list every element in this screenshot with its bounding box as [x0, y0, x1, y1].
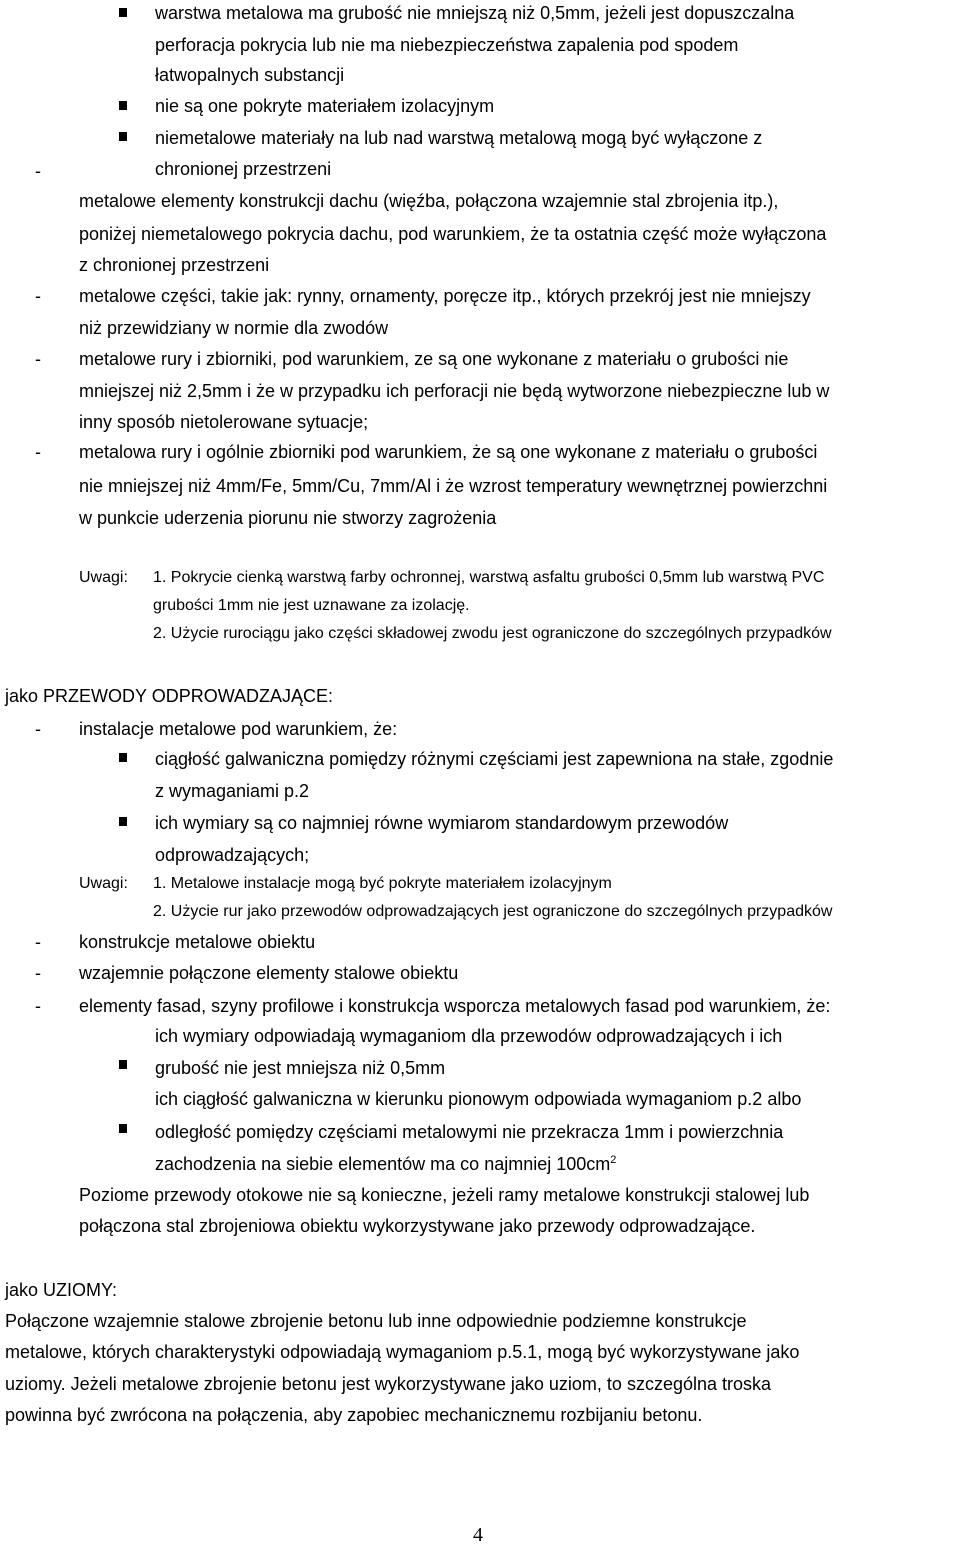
note-label: Uwagi:: [79, 875, 128, 892]
square-bullet-icon: [119, 8, 127, 17]
bullet-text: łatwopalnych substancji: [155, 65, 345, 85]
dash-item-text: elementy fasad, szyny profilowe i konstrukcja wsporcza metalowych fasad pod warunkiem, że:: [79, 996, 831, 1016]
bullet-text: zachodzenia na siebie elementów ma co najmniej 100cm: [155, 1154, 611, 1174]
bullet-text: odprowadzających;: [155, 845, 310, 865]
bullet-text: warstwa metalowa ma grubość nie mniejszą niż 0,5mm, jeżeli jest dopuszczalna: [155, 3, 795, 23]
dash-item-text: metalowe rury i zbiorniki, pod warunkiem, ze są one wykonane z materiału o grubości nie: [79, 349, 789, 369]
dash-item-text: konstrukcje metalowe obiektu: [79, 932, 316, 952]
square-bullet-icon: [119, 817, 127, 826]
dash-marker: -: [35, 996, 41, 1016]
dash-item-text: w punkcie uderzenia piorunu nie stworzy zagrożenia: [79, 508, 497, 528]
section-heading: jako PRZEWODY ODPROWADZAJĄCE:: [5, 686, 334, 706]
dash-item-text: niż przewidziany w normie dla zwodów: [79, 318, 389, 338]
note-text: 2. Użycie rur jako przewodów odprowadzających jest ograniczone do szczególnych przypadków: [153, 903, 833, 920]
square-bullet-icon: [119, 132, 127, 141]
square-bullet-icon: [119, 101, 127, 110]
dash-marker: -: [35, 963, 41, 983]
dash-marker: -: [35, 349, 41, 369]
dash-item-text: inny sposób nietolerowane sytuacje;: [79, 412, 369, 432]
dash-marker: -: [35, 719, 41, 739]
dash-item-text: metalowe elementy konstrukcji dachu (więźba, połączona wzajemnie stal zbrojenia itp.),: [79, 191, 779, 211]
bullet-text-with-superscript: [155, 1153, 616, 1175]
paragraph-line: powinna być zwrócona na połączenia, aby zapobiec mechanicznemu rozbijaniu betonu.: [5, 1405, 703, 1425]
section-heading: jako UZIOMY:: [5, 1280, 118, 1300]
paragraph-line: uziomy. Jeżeli metalowe zbrojenie betonu jest wykorzystywane jako uziom, to szczególna troska: [5, 1374, 772, 1394]
bullet-text: nie są one pokryte materiałem izolacyjnym: [155, 96, 495, 116]
note-label: Uwagi:: [79, 569, 128, 586]
paragraph-line: metalowe, których charakterystyki odpowiadają wymaganiom p.5.1, mogą być wykorzystywane jako: [5, 1342, 800, 1362]
dash-marker: -: [35, 286, 41, 306]
note-text: 2. Użycie rurociągu jako części składowej zwodu jest ograniczone do szczególnych przypadków: [153, 625, 832, 642]
bullet-text: odległość pomiędzy częściami metalowymi nie przekracza 1mm i powierzchnia: [155, 1122, 784, 1142]
paragraph-line: Połączone wzajemnie stalowe zbrojenie betonu lub inne odpowiednie podziemne konstrukcje: [5, 1311, 747, 1331]
bullet-text: grubość nie jest mniejsza niż 0,5mm: [155, 1058, 446, 1078]
dash-marker: -: [35, 932, 41, 952]
dash-item-text: nie mniejszej niż 4mm/Fe, 5mm/Cu, 7mm/Al i że wzrost temperatury wewnętrznej powierzchni: [79, 476, 828, 496]
note-text: grubości 1mm nie jest uznawane za izolację.: [153, 597, 470, 614]
dash-item-text: poniżej niemetalowego pokrycia dachu, pod warunkiem, że ta ostatnia część może wyłączona: [79, 224, 827, 244]
dash-item-text: metalowe części, takie jak: rynny, ornamenty, poręcze itp., których przekrój jest nie mniejszy: [79, 286, 811, 306]
paragraph-line: Poziome przewody otokowe nie są konieczne, jeżeli ramy metalowe konstrukcji stalowej lub: [79, 1185, 810, 1205]
square-bullet-icon: [119, 1060, 127, 1069]
dash-item-text: wzajemnie połączone elementy stalowe obiektu: [79, 963, 459, 983]
dash-item-text: z chronionej przestrzeni: [79, 255, 270, 275]
bullet-text: z wymaganiami p.2: [155, 781, 310, 801]
note-text: 1. Pokrycie cienką warstwą farby ochronnej, warstwą asfaltu grubości 0,5mm lub warstwą PVC: [153, 569, 825, 586]
page-number: 4: [473, 1524, 483, 1546]
bullet-text: niemetalowe materiały na lub nad warstwą metalową mogą być wyłączone z: [155, 128, 763, 148]
bullet-text: perforacja pokrycia lub nie ma niebezpieczeństwa zapalenia pod spodem: [155, 35, 739, 55]
dash-item-text: metalowa rury i ogólnie zbiorniki pod warunkiem, że są one wykonane z materiału o grubości: [79, 442, 818, 462]
paragraph-line: połączona stal zbrojeniowa obiektu wykorzystywane jako przewody odprowadzające.: [79, 1216, 756, 1236]
dash-item-text: mniejszej niż 2,5mm i że w przypadku ich perforacji nie będą wytworzone niebezpieczne lub w: [79, 381, 830, 401]
dash-marker: -: [35, 161, 41, 181]
bullet-text: ich wymiary odpowiadają wymaganiom dla przewodów odprowadzających i ich: [155, 1026, 783, 1046]
square-bullet-icon: [119, 1124, 127, 1133]
bullet-text: ich wymiary są co najmniej równe wymiarom standardowym przewodów: [155, 813, 729, 833]
bullet-text: ich ciągłość galwaniczna w kierunku pionowym odpowiada wymaganiom p.2 albo: [155, 1089, 802, 1109]
note-text: 1. Metalowe instalacje mogą być pokryte materiałem izolacyjnym: [153, 875, 612, 892]
dash-item-text: instalacje metalowe pod warunkiem, że:: [79, 719, 398, 739]
bullet-text: ciągłość galwaniczna pomiędzy różnymi częściami jest zapewniona na stałe, zgodnie: [155, 749, 834, 769]
superscript: 2: [610, 1154, 617, 1166]
bullet-text: chronionej przestrzeni: [155, 159, 332, 179]
square-bullet-icon: [119, 753, 127, 762]
dash-marker: -: [35, 442, 41, 462]
